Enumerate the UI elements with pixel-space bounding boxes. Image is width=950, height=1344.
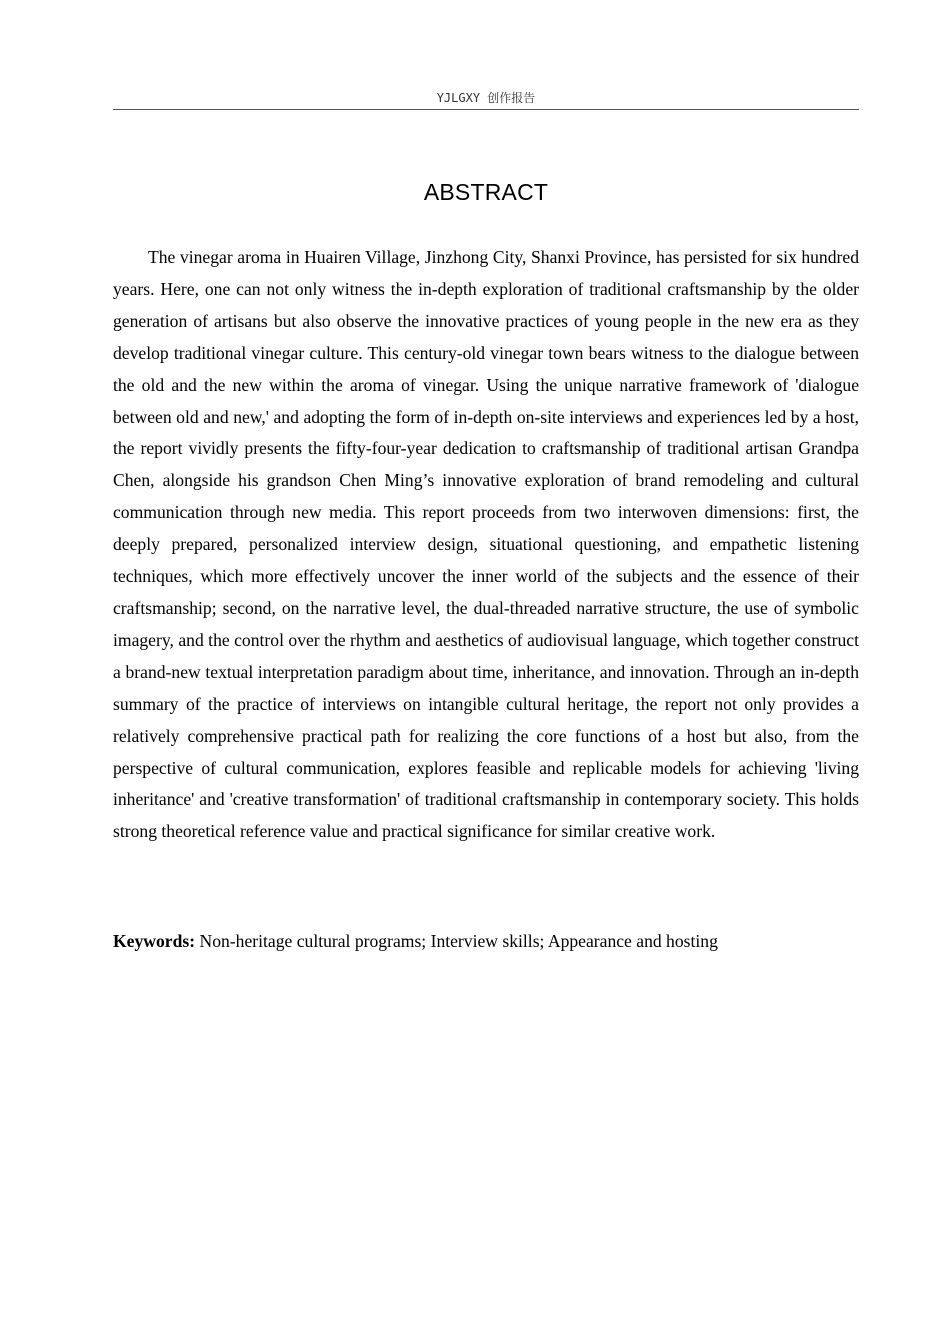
running-header: YJLGXY 创作报告 bbox=[436, 91, 536, 105]
header-divider bbox=[113, 109, 859, 110]
abstract-paragraph: The vinegar aroma in Huairen Village, Jinzhong City, Shanxi Province, has persisted for six hundred years. Here, one can not only witness the in-depth exploration of traditional craftsmanship by the older generation of artisans but also observe the innovative practices of young people in the new era as they develop traditional vinegar culture. This century-old vinegar town bears witness to the dialogue between the old and the new within the aroma of vinegar. Using the unique narrative framework of 'dialogue between old and new,' and adopting the form of in-depth on-site interviews and experiences led by a host, the report vividly presents the fifty-four-year dedication to craftsmanship of traditional artisan Grandpa Chen, alongside his grandson Chen Ming’s innovative exploration of brand remodeling and cultural communication through new media. This report proceeds from two interwoven dimensions: first, the deeply prepared, personalized interview design, situational questioning, and empathetic listening techniques, which more effectively uncover the inner world of the subjects and the essence of their craftsmanship; second, on the narrative level, the dual-threaded narrative structure, the use of symbolic imagery, and the control over the rhythm and aesthetics of audiovisual language, which together construct a brand-new textual interpretation paradigm about time, inheritance, and innovation. Through an in-depth summary of the practice of interviews on intangible cultural heritage, the report not only provides a relatively comprehensive practical path for realizing the core functions of a host but also, from the perspective of cultural communication, explores feasible and replicable models for achieving 'living inheritance' and 'creative transformation' of traditional craftsmanship in contemporary society. This holds strong theoretical reference value and practical significance for similar creative work. bbox=[113, 247, 859, 842]
keywords-value: Non-heritage cultural programs; Interview skills; Appearance and hosting bbox=[199, 931, 718, 951]
keywords-label: Keywords: bbox=[113, 931, 196, 951]
keywords-line bbox=[113, 928, 859, 954]
page-title: ABSTRACT bbox=[423, 179, 549, 205]
